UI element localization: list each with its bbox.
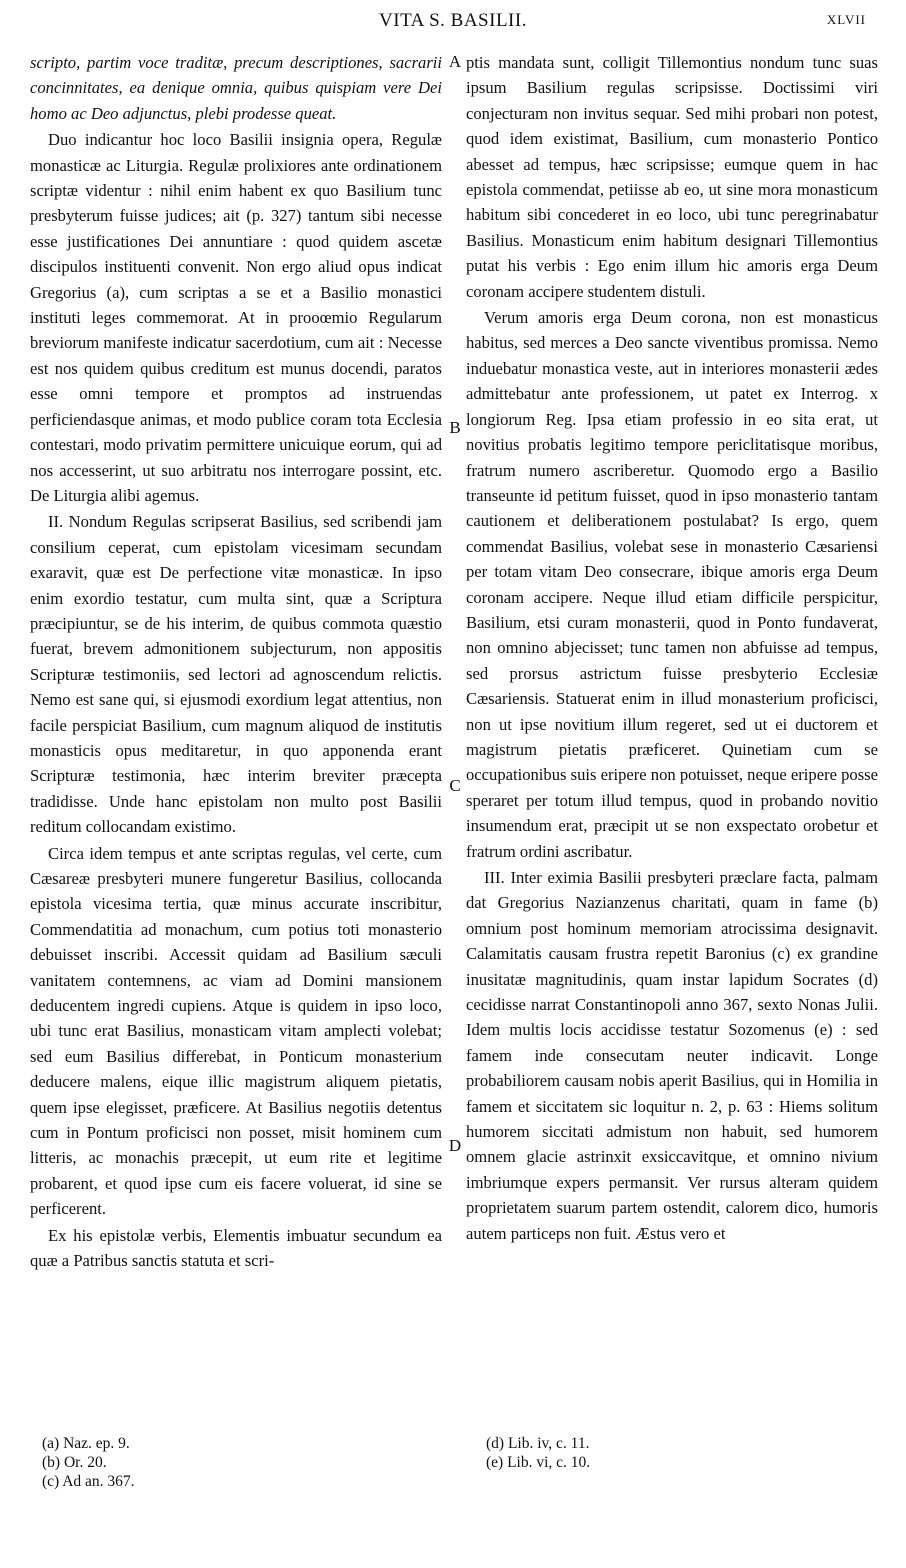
margin-marker-d: D <box>448 1136 462 1155</box>
footnotes-right <box>486 1434 590 1472</box>
page-number: XLVII <box>826 12 866 27</box>
footnote: (a) Naz. ep. 9. <box>42 1435 130 1452</box>
footnote: (d) Lib. iv, c. 11. <box>486 1435 590 1452</box>
footnote: (b) Or. 20. <box>42 1454 107 1471</box>
paragraph: ptis mandata sunt, colligit Tillemontius nondum tunc suas ipsum Basilium regulas scripsisse. Doctissimi viri conjecturam non invitus sequar. Sed mihi probari non potest, quod idem existimat, Basilium, cum monasterio Pontico abesset ad tempus, hæc scripsisse; eumque quem in hac epistola commendat, petiisse ab eo, ut sine mora monasticum habitum sibi concederet in eo loco, ubi tunc peregrinabatur Basilius. Monasticum enim habitum designari Tillemontius putat his verbis : Ego enim illum hic amoris erga Deum coronam accipere studentem distuli. <box>466 53 878 301</box>
right-column <box>466 50 878 1246</box>
margin-marker-b: B <box>449 418 461 437</box>
paragraph: Ex his epistolæ verbis, Elementis imbuatur secundum ea quæ a Patribus sanctis statuta et scri- <box>30 1225 442 1271</box>
paragraph: Duo indicantur hoc loco Basilii insignia opera, Regulæ monasticæ ac Liturgia. Regulæ prolixiores ante ordinationem scriptæ videntur : nihil enim habent ex quo Basilium tunc presbyterum fuisse judices; ait (p. 327) tantum sibi necesse esse justificationes Dei annuntiare : quod quidem ascetæ discipulos instituenti convenit. Non ergo aliud opus indicat Gregorius (a), cum scriptas a se et a Basilio monastici instituti leges commemorat. At in prooœmio Regularum breviorum manifeste indicatur sacerdotium, cum ait : Necesse est nos quidem quibus creditum est munus docendi, paratos esse omni tempore et promptos ad instruendas perficiendasque animas, et modo publice coram tota Ecclesia contestari, modo privatim permittere unicuique eorum, qui ad nos accesserint, ut suo arbitratu nos interrogare possint, etc. De Liturgia alibi agemus. <box>30 130 442 505</box>
margin-marker-c: C <box>449 776 461 795</box>
footnote: (e) Lib. vi, c. 10. <box>486 1454 591 1471</box>
paragraph: Verum amoris erga Deum corona, non est monasticus habitus, sed merces a Deo sancte viventibus promissa. Nemo induebatur monastica veste, aut in interiores monasterii ædes admittebatur ante professionem, ut patet ex Interrog. x longiorum Reg. Ipsa etiam professio in eo sita erat, ut novitius probatis legitimo tempore periclitatisque moribus, fratrum numero ascriberetur. Quomodo ergo a Basilio transeunte id petitum fuisset, quod in ipso monasterio tantam cautionem et deliberationem postulabat? Is ergo, quem commendat Basilius, volebat sese in monasterio Cæsariensi per totam vitam Deo consecrare, ibique amoris erga Deum coronam accipere. Neque illud etiam difficile perspicitur, Basilium, etsi curam monasterii, quod in Ponto fundaverat, non omnino abjecisset; tunc tamen non abfuisse ad tempus, sed prorsus astrictum fuisse presbyterio Ecclesiæ Cæsariensis. Statuerat enim in illud monasterium proficisci, non ut ipse novitium illum regeret, sed ut ei ductorem et magistrum pietatis præficeret. Quinetiam cum se occupationibus suis eripere non potuisset, neque eripere posse speraret per totum illud tempus, quod in probando novitio insumendum erat, præcipit ut se non exspectato orobetur et fratrum ordini ascribatur. <box>466 308 878 861</box>
paragraph: scripto, partim voce traditæ, precum descriptiones, sacrarii concinnitates, ea denique omnia, quibus quispiam vere Dei homo ac Deo adjunctus, plebi prodesse queat. <box>30 53 442 123</box>
paragraph: III. Inter eximia Basilii presbyteri præclare facta, palmam dat Gregorius Nazianzenus charitati, quam in fame (b) omnium post hominum memoriam atrocissima designavit. Calamitatis causam frustra repetit Baronius (c) ex grandine inusitatæ magnitudinis, quam instar lapidum Socrates (d) cecidisse narrat Constantinopoli anno 367, sexto Nonas Julii. Idem multis locis accidisse testatur Sozomenus (e) : sed famem inde consecutam neuter indicavit. Longe probabiliorem causam nobis aperit Basilius, qui in Homilia in famem et siccitatem sic loquitur n. 2, p. 63 : Hiems solitum humorem siccitati admistum non habuit, sed humorem omnem glacie astrinxit exsiccavitque, et omnino nivium imbriumque expers permansit. Ver rursus alteram quidem proprietatem suarum partem ostendit, calorem dico, humoris autem particeps non fuit. Æstus vero et <box>466 868 878 1243</box>
footnotes-left <box>42 1434 135 1491</box>
footnote: (c) Ad an. 367. <box>42 1473 135 1490</box>
page-title: VITA S. BASILII. <box>379 10 527 31</box>
margin-marker-a: A <box>448 52 462 71</box>
left-column <box>30 50 442 1274</box>
paragraph: II. Nondum Regulas scripserat Basilius, sed scribendi jam consilium ceperat, cum epistolam vicesimam secundam exaravit, quæ est De perfectione vitæ monasticæ. In ipso enim exordio testatur, cum multa sint, quæ a Scriptura præcipiuntur, se de his interim, de quibus commota quæstio fuerat, brevem admonitionem subjecturum, non appositis Scripturæ testimoniis, sed lectori ad agnoscendum relictis. Nemo est sane qui, si ejusmodi exordium legat attentius, non facile perspiciat Basilium, cum magnum aliquod de institutis monasticis opus meditaretur, in quo apponenda erant Scripturæ testimonia, hæc interim breviter præcepta tradidisse. Unde hanc epistolam non multo post Basilii reditum collocandam existimo. <box>30 512 442 837</box>
paragraph: Circa idem tempus et ante scriptas regulas, vel certe, cum Cæsareæ presbyteri munere fungeretur Basilius, collocanda epistola vicesima tertia, quæ minus accurate inscribitur, Commendatitia ad monachum, cum potius toti monasterio debuisset inscribi. Accessit quidam ad Basilium sæculi vanitatem contemnens, ac viam ad Domini mansionem deducentem ingredi cupiens. Atque is quidem in ipso loco, ubi tunc erat Basilius, monasticam vitam amplecti volebat; sed eum Basilius differebat, in Ponticum monasterium deducere malens, eique illic magistrum aliquem pietatis, quem ipse elegisset, præficere. At Basilius negotiis detentus cum in Pontum proficisci non posset, misit hominem cum litteris, ac monachis præcepit, ut eum rite et legitime probarent, et quod ipse cum eis facere voluerat, id sine se perficerent. <box>30 843 442 1219</box>
